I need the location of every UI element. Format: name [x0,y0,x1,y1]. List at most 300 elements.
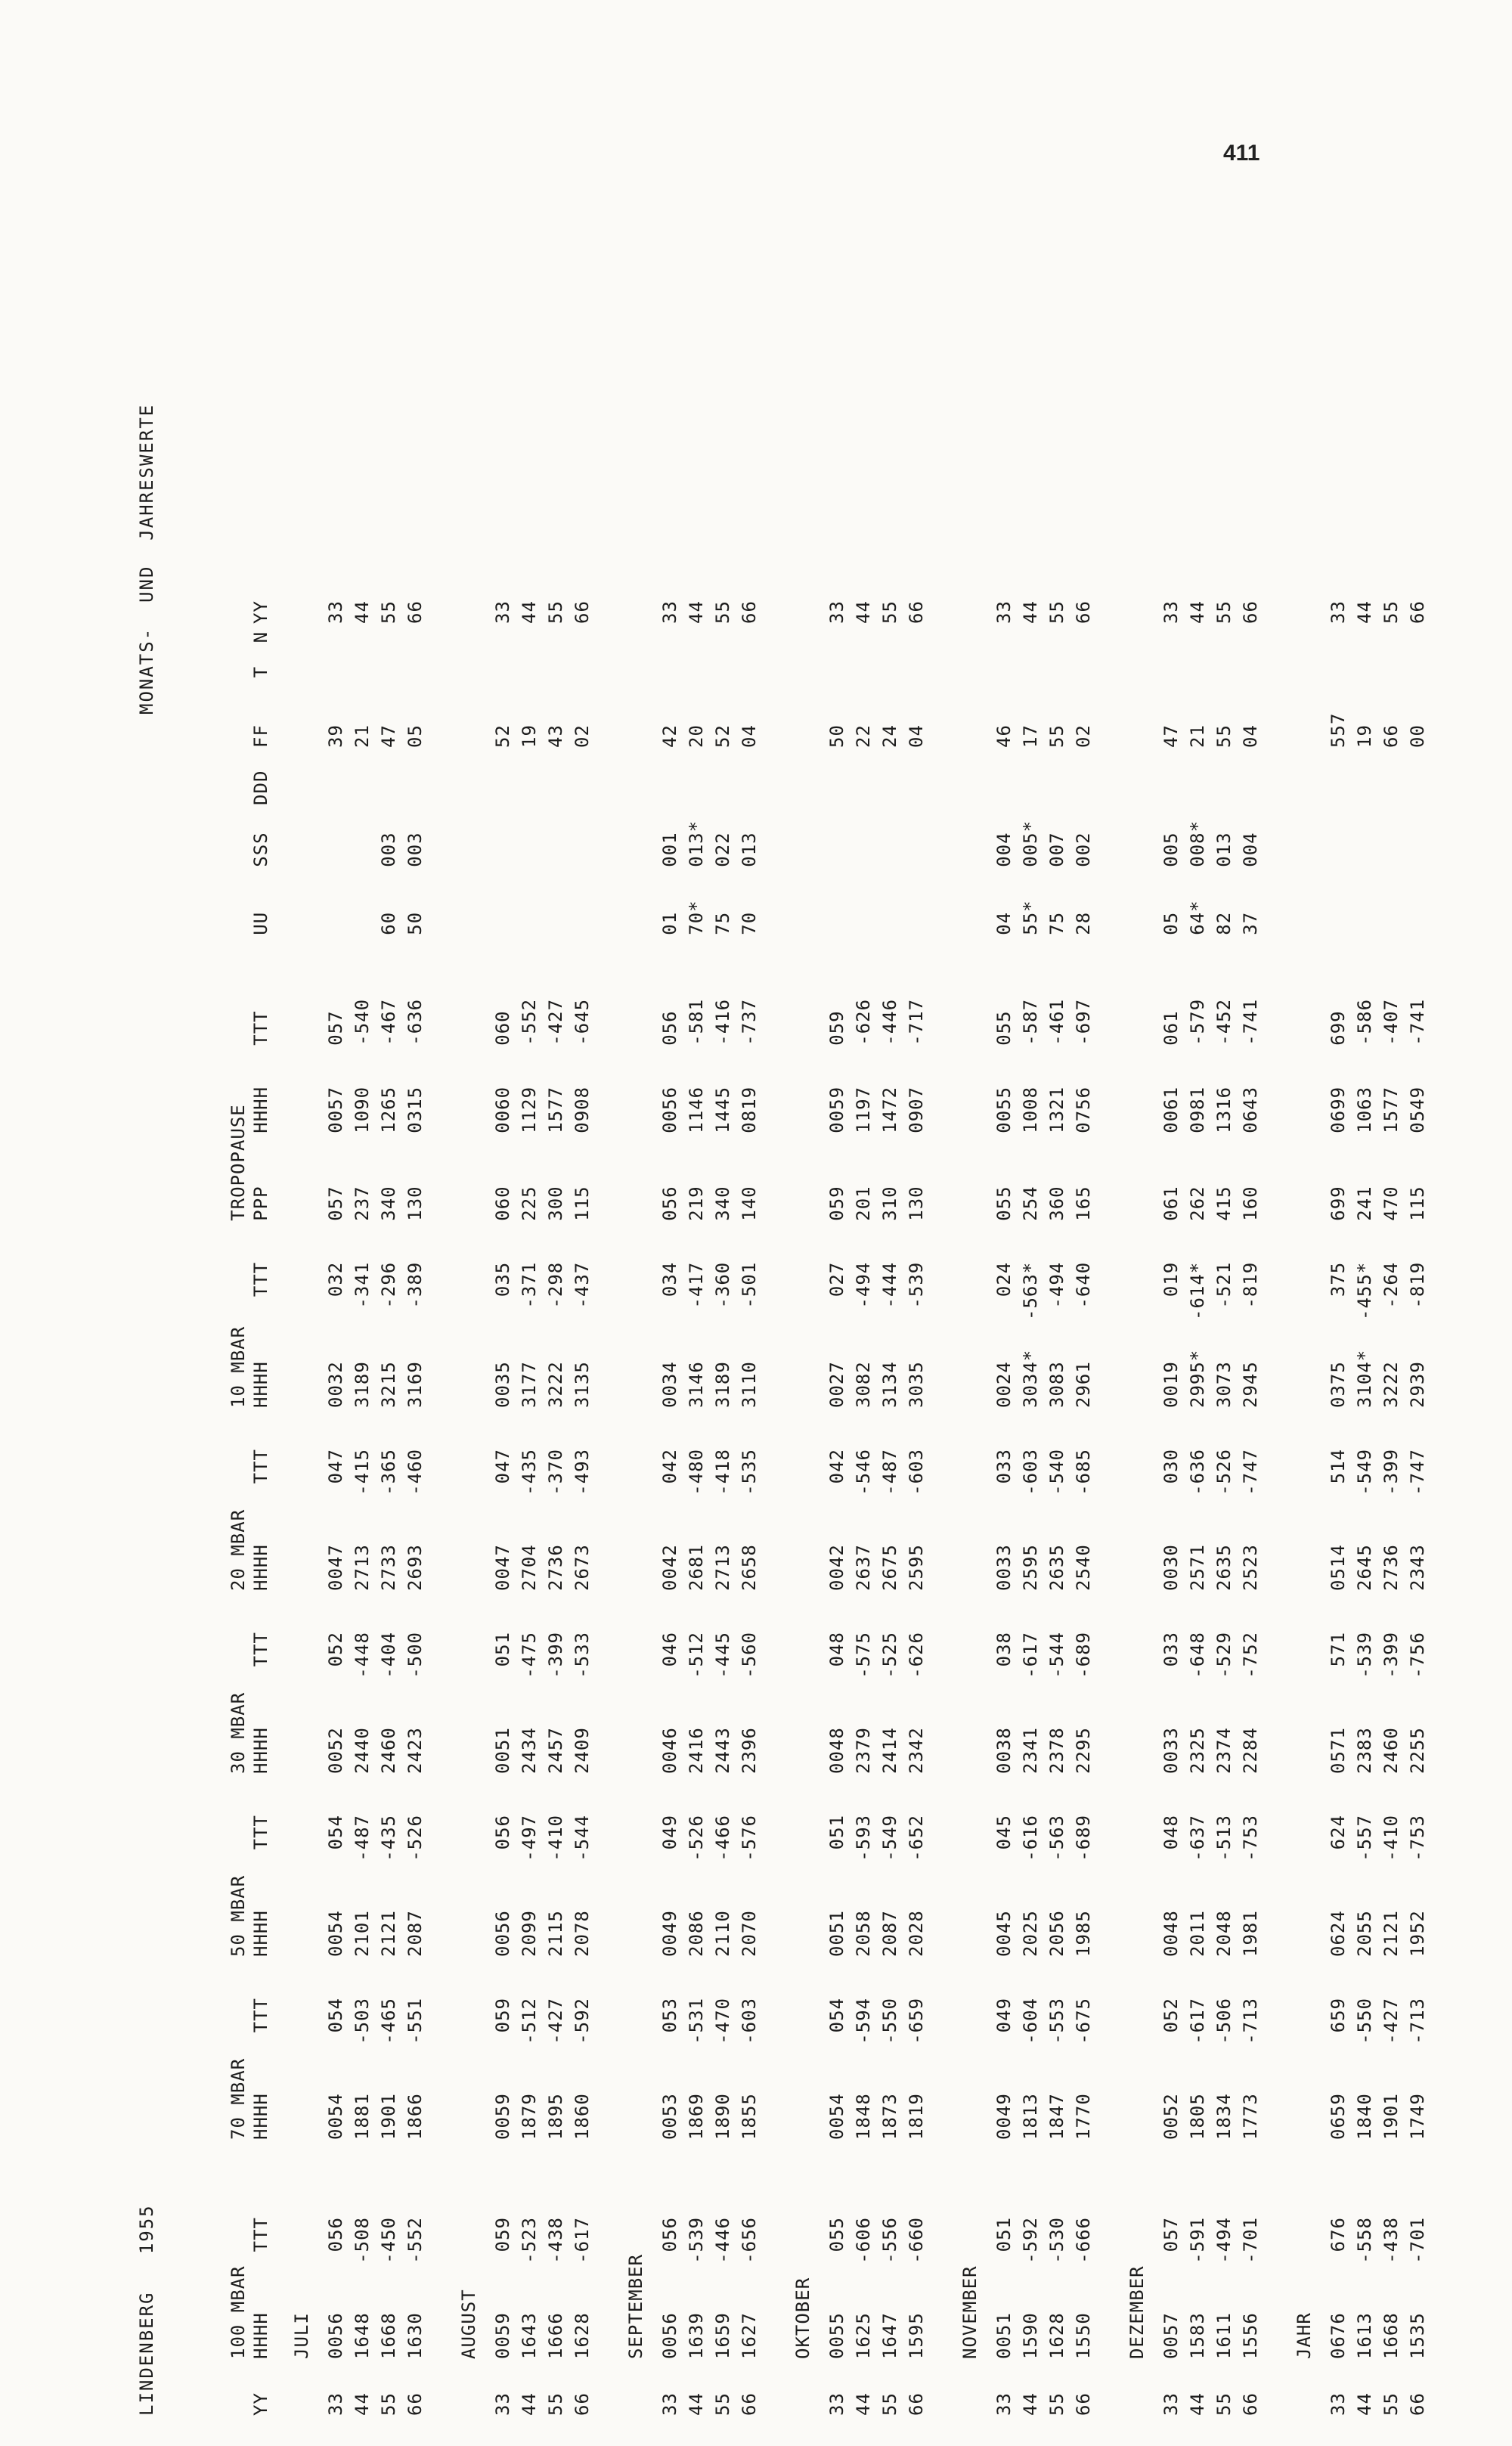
cell-ppp: 310 [879,1186,900,1221]
cell-h20: 0033 [993,1544,1015,1591]
cell-ddd [376,755,402,813]
cell-yy2: 44 [853,600,874,624]
cell-t70: 049 [993,1998,1015,2033]
table-row [1185,575,1211,2416]
spacer-cell [569,659,606,693]
month-header-row [773,575,824,2416]
spacer-cell [710,2147,736,2184]
cell-ddd [1211,755,1238,813]
cell-t100: -446 [712,2217,733,2264]
cell-ttp: -552 [519,998,540,1046]
cell-yy: 44 [1020,2392,1041,2416]
cell-ppp: 340 [712,1186,733,1221]
cell-ff: 24 [879,724,900,748]
cell-t10: -494 [853,1261,874,1309]
cell-sss: 005 [1160,832,1182,867]
cell-ttp: -636 [404,998,426,1046]
cell-yy2: 55 [879,600,900,624]
cell-h50: 2078 [572,1910,593,1957]
cell-sss: 013 [1213,832,1235,867]
cell-h30: 0033 [1160,1727,1182,1774]
cell-h50: 2058 [853,1910,874,1957]
cell-t10: -563* [1020,1261,1041,1320]
cell-yy2: 66 [404,600,426,624]
cell-t50: -593 [853,1815,874,1862]
month-label: DEZEMBER [1126,2265,1148,2359]
cell-t70: -465 [378,1998,399,2045]
spacer-cell [1325,2147,1352,2184]
cell-ff: 17 [1020,724,1041,748]
cell-ff: 47 [378,724,399,748]
cell-h100: 1535 [1407,2312,1428,2359]
spacer-cell [490,659,516,693]
cell-t20: -747 [1240,1449,1261,1496]
spacer-cell [1158,2147,1185,2184]
cell-h70: 1881 [352,2093,373,2140]
cell-h100: 1648 [352,2312,373,2359]
spacer-cell [1185,624,1211,659]
cell-ff: 39 [325,724,346,748]
cell-h30: 2341 [1020,1727,1041,1774]
cell-h20: 2571 [1187,1544,1208,1591]
spacer-cell [683,624,710,659]
cell-ppp: 130 [404,1186,426,1221]
cell-t100: -592 [1020,2217,1041,2264]
table-row [1378,575,1405,2416]
cell-ppp: 160 [1240,1186,1261,1221]
cell-yy: 66 [739,2392,760,2416]
table-row [402,575,439,2416]
cell-sss: 013* [686,820,707,867]
cell-h20: 2635 [1213,1544,1235,1591]
cell-t100: -438 [545,2217,566,2264]
page-number: 411 [1223,141,1260,166]
cell-sss [1352,813,1378,875]
cell-h70: 1840 [1354,2093,1375,2140]
spacer-cell [543,659,569,693]
cell-t30: -539 [1354,1632,1375,1679]
cell-t20: -415 [352,1449,373,1496]
cell-t20: -487 [879,1449,900,1496]
table-row [877,575,903,2416]
col-header: HHHH [250,2093,271,2140]
cell-htp: 1445 [712,1086,733,1133]
spacer-cell [1018,2147,1044,2184]
cell-htp: 0756 [1073,1086,1094,1133]
cell-ppp: 115 [1407,1186,1428,1221]
cell-t10: -819 [1240,1261,1261,1309]
cell-ppp: 115 [572,1186,593,1221]
cell-t50: -557 [1354,1815,1375,1862]
table-body [227,575,1442,2416]
cell-ff: 52 [492,724,513,748]
cell-t10: 024 [993,1261,1015,1297]
spacer-cell [850,2147,877,2184]
cell-h50: 2099 [519,1910,540,1957]
cell-t30: -500 [404,1632,426,1679]
cell-t70: -427 [1380,1998,1402,2045]
spacer-cell [490,624,516,659]
cell-ff: 47 [1160,724,1182,748]
spacer-cell [1070,2147,1108,2184]
cell-h20: 2645 [1354,1544,1375,1591]
cell-uu: 05 [1160,911,1182,935]
spacer-cell [1211,624,1238,659]
cell-uu [349,875,376,943]
cell-t50: -410 [545,1815,566,1862]
cell-uu [903,875,940,943]
cell-t20: -370 [545,1449,566,1496]
cell-yy: 44 [1187,2392,1208,2416]
cell-h70: 0059 [492,2093,513,2140]
cell-h30: 2460 [1380,1727,1402,1774]
cell-t10: 034 [659,1261,680,1297]
cell-h20: 0030 [1160,1544,1182,1591]
cell-uu: 28 [1073,911,1094,935]
cell-t20: -603 [1020,1449,1041,1496]
cell-ff: 05 [404,724,426,748]
cell-h10: 3082 [853,1361,874,1408]
cell-t70: -592 [572,1998,593,2045]
cell-h100: 1550 [1073,2312,1094,2359]
cell-ttp: 059 [826,1010,847,1046]
cell-t10: -539 [906,1261,927,1309]
spacer-cell [402,624,439,659]
cell-h20: 2713 [352,1544,373,1591]
spacer-cell [1378,659,1405,693]
cell-t10: 375 [1328,1261,1349,1297]
cell-yy: 55 [879,2392,900,2416]
cell-h100: 1583 [1187,2312,1208,2359]
cell-h70: 0659 [1328,2093,1349,2140]
cell-ddd [543,755,569,813]
cell-t100: -494 [1213,2217,1235,2264]
cell-ddd [824,755,850,813]
cell-t20: -460 [404,1449,426,1496]
cell-ddd [1158,755,1185,813]
spacer-cell [877,2147,903,2184]
cell-ddd [710,755,736,813]
level-header-tropopause: TROPOPAUSE [228,1104,249,1221]
cell-h70: 1866 [404,2093,426,2140]
cell-h10: 2939 [1407,1361,1428,1408]
spacer-cell [903,624,940,659]
cell-t10: -819 [1407,1261,1428,1309]
cell-h100: 1668 [1380,2312,1402,2359]
cell-ppp: 130 [906,1186,927,1221]
cell-h50: 0049 [659,1910,680,1957]
cell-t30: -544 [1046,1632,1067,1679]
cell-t20: 514 [1328,1449,1349,1484]
spacer-cell [736,659,773,693]
cell-uu: 70 [739,911,760,935]
cell-htp: 1472 [879,1086,900,1133]
cell-ddd [402,755,439,813]
spacer-cell [903,2147,940,2184]
cell-ppp: 059 [826,1186,847,1221]
cell-t10: -494 [1046,1261,1067,1309]
cell-yy2: 44 [686,600,707,624]
cell-t70: -603 [739,1998,760,2045]
table-row [991,575,1018,2416]
cell-uu: 60 [378,911,399,935]
col-header: SSS [250,832,271,867]
cell-t20: -493 [572,1449,593,1496]
cell-t100: -701 [1240,2217,1261,2264]
cell-ttp: -645 [572,998,593,1046]
cell-sss: 005* [1020,820,1041,867]
cell-t70: -506 [1213,1998,1235,2045]
cell-t20: -636 [1187,1449,1208,1496]
cell-t70: -427 [545,1998,566,2045]
cell-uu: 82 [1213,911,1235,935]
cell-h70: 1848 [853,2093,874,2140]
cell-ttp: 057 [325,1010,346,1046]
table-row [1405,575,1442,2416]
cell-h10: 3177 [519,1361,540,1408]
cell-t50: -637 [1187,1815,1208,1862]
cell-h70: 0052 [1160,2093,1182,2140]
cell-t100: -508 [352,2217,373,2264]
cell-ddd [516,755,543,813]
cell-h20: 2658 [739,1544,760,1591]
cell-h50: 0054 [325,1910,346,1957]
cell-h70: 1770 [1073,2093,1094,2140]
cell-h100: 1639 [686,2312,707,2359]
month-label: AUGUST [458,2289,479,2359]
cell-t70: -617 [1187,1998,1208,2045]
cell-h20: 2595 [906,1544,927,1591]
cell-t70: -551 [404,1998,426,2045]
cell-htp: 0981 [1187,1086,1208,1133]
cell-htp: 1090 [352,1086,373,1133]
cell-h10: 3215 [378,1361,399,1408]
cell-t20: -549 [1354,1449,1375,1496]
cell-ddd [736,755,773,813]
cell-t20: -418 [712,1449,733,1496]
cell-t50: 048 [1160,1815,1182,1850]
month-label: JAHR [1294,2312,1315,2359]
cell-htp: 0056 [659,1086,680,1133]
cell-ttp: 699 [1328,1010,1349,1046]
cell-sss: 008* [1187,820,1208,867]
cell-h100: 0676 [1328,2312,1349,2359]
cell-ttp: -741 [1407,998,1428,1046]
cell-h70: 1773 [1240,2093,1261,2140]
cell-t10: -455* [1354,1261,1375,1320]
cell-h10: 0032 [325,1361,346,1408]
month-header-row [606,575,657,2416]
cell-yy: 33 [659,2392,680,2416]
cell-yy2: 55 [712,600,733,624]
cell-t20: -480 [686,1449,707,1496]
cell-h30: 2460 [378,1727,399,1774]
cell-h30: 2342 [906,1727,927,1774]
cell-h30: 2443 [712,1727,733,1774]
cell-t20: -535 [739,1449,760,1496]
cell-uu [1405,875,1442,943]
cell-t20: 047 [325,1449,346,1484]
cell-uu: 70* [686,900,707,935]
cell-yy: 55 [1213,2392,1235,2416]
col-header: PPP [250,1186,271,1221]
data-table [227,575,1442,2416]
cell-t100: -530 [1046,2217,1067,2264]
cell-sss: 003 [404,832,426,867]
cell-h20: 2595 [1020,1544,1041,1591]
spacer-cell [376,2147,402,2184]
cell-t10: 027 [826,1261,847,1297]
spacer-cell [569,2147,606,2184]
cell-t10: -614* [1187,1261,1208,1320]
spacer-cell [1352,624,1378,659]
cell-h30: 2414 [879,1727,900,1774]
cell-h70: 1890 [712,2093,733,2140]
spacer-cell [877,624,903,659]
cell-h20: 0042 [826,1544,847,1591]
cell-ppp: 057 [325,1186,346,1221]
cell-h50: 2070 [739,1910,760,1957]
cell-ff: 19 [1354,724,1375,748]
cell-t10: -444 [879,1261,900,1309]
cell-ttp: 061 [1160,1010,1182,1046]
spacer-cell [516,659,543,693]
col-header: YY [250,600,271,624]
col-header: HHHH [250,1544,271,1591]
month-header-row [1108,575,1158,2416]
cell-ddd [1238,755,1275,813]
cell-t70: -531 [686,1998,707,2045]
cell-t30: -533 [572,1632,593,1679]
cell-yy: 33 [993,2392,1015,2416]
cell-t70: 059 [492,1998,513,2033]
cell-ddd [1044,755,1070,813]
cell-t30: 046 [659,1632,680,1667]
cell-t20: -365 [378,1449,399,1496]
cell-htp: 1063 [1354,1086,1375,1133]
cell-t20: -546 [853,1449,874,1496]
cell-h20: 2736 [545,1544,566,1591]
col-header: YY [250,2392,271,2416]
spacer-cell [1405,624,1442,659]
cell-sss [323,813,349,875]
cell-htp: 1008 [1020,1086,1041,1133]
cell-sss [543,813,569,875]
cell-yy2: 33 [826,600,847,624]
cell-yy: 55 [1046,2392,1067,2416]
cell-yy: 33 [325,2392,346,2416]
cell-ppp: 056 [659,1186,680,1221]
table-row [850,575,877,2416]
cell-ff: 21 [1187,724,1208,748]
cell-t30: -617 [1020,1632,1041,1679]
cell-yy: 55 [378,2392,399,2416]
cell-ppp: 470 [1380,1186,1402,1221]
cell-h50: 1985 [1073,1910,1094,1957]
cell-ttp: -717 [906,998,927,1046]
cell-ttp: 056 [659,1010,680,1046]
col-header: TTT [250,1815,271,1850]
cell-t10: -298 [545,1261,566,1309]
level-header-100: 100 MBAR [228,2265,249,2359]
cell-t100: -617 [572,2217,593,2264]
cell-sss: 001 [659,832,680,867]
cell-yy2: 66 [572,600,593,624]
cell-ppp: 165 [1073,1186,1094,1221]
spacer-cell [1018,624,1044,659]
spacer-cell [543,624,569,659]
cell-yy: 55 [545,2392,566,2416]
cell-ddd [1378,755,1405,813]
header-sub-row [249,575,272,2416]
cell-t70: -503 [352,1998,373,2045]
cell-t50: -435 [378,1815,399,1862]
level-header-30: 30 MBAR [228,1691,249,1774]
cell-h10: 3134 [879,1361,900,1408]
cell-t10: -640 [1073,1261,1094,1309]
cell-yy2: 66 [1407,600,1428,624]
table-row [490,575,516,2416]
cell-htp: 0549 [1407,1086,1428,1133]
cell-ff: 43 [545,724,566,748]
cell-yy2: 55 [378,600,399,624]
cell-h100: 1628 [572,2312,593,2359]
cell-sss: 002 [1073,832,1094,867]
cell-t50: -652 [906,1815,927,1862]
spacer-cell [1352,659,1378,693]
cell-h50: 1981 [1240,1910,1261,1957]
cell-ppp: 699 [1328,1186,1349,1221]
cell-uu [1352,875,1378,943]
spacer-cell [1378,624,1405,659]
spacer-cell [1044,2147,1070,2184]
spacer-cell [657,659,683,693]
cell-t70: -550 [1354,1998,1375,2045]
cell-t50: -410 [1380,1815,1402,1862]
spacer-cell [991,2147,1018,2184]
spacer-cell [877,659,903,693]
cell-ddd [569,755,606,813]
cell-yy: 55 [712,2392,733,2416]
cell-h20: 2693 [404,1544,426,1591]
cell-t70: -659 [906,1998,927,2045]
cell-h30: 2434 [519,1727,540,1774]
col-header: HHHH [250,1910,271,1957]
spacer-cell [402,2147,439,2184]
cell-t70: 054 [325,1998,346,2033]
col-header: UU [250,911,271,935]
cell-t70: -594 [853,1998,874,2045]
cell-yy: 44 [686,2392,707,2416]
table-row [323,575,349,2416]
cell-h70: 1855 [739,2093,760,2140]
cell-t10: 032 [325,1261,346,1297]
cell-sss [903,813,940,875]
cell-ddd [1070,755,1108,813]
cell-ff: 55 [1046,724,1067,748]
cell-h30: 0571 [1328,1727,1349,1774]
cell-htp: 0060 [492,1086,513,1133]
cell-yy: 66 [1407,2392,1428,2416]
cell-yy2: 66 [1240,600,1261,624]
cell-h20: 2673 [572,1544,593,1591]
spacer-cell [991,624,1018,659]
cell-ff: 21 [352,724,373,748]
cell-htp: 0908 [572,1086,593,1133]
cell-uu: 55* [1020,900,1041,935]
cell-h70: 0054 [826,2093,847,2140]
cell-sss [877,813,903,875]
